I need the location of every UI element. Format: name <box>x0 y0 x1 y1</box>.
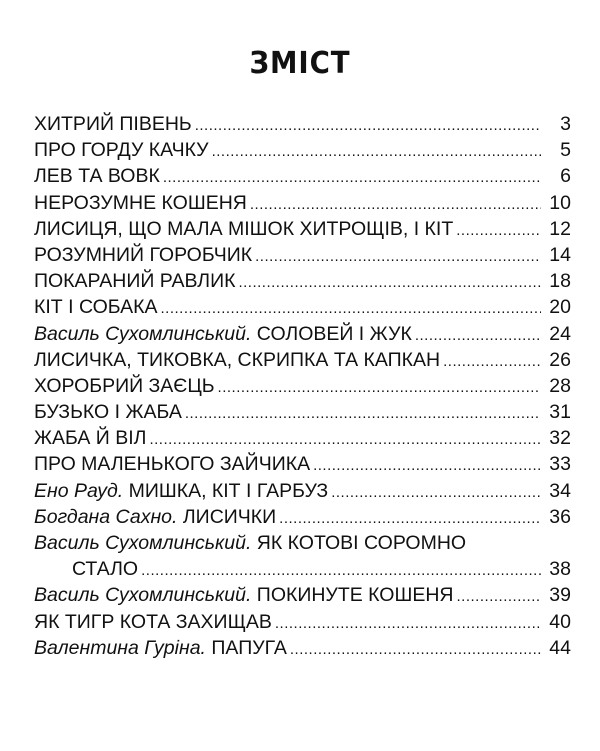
entry-author: Василь Сухомлинський. <box>34 532 252 554</box>
page-number: 14 <box>549 243 571 266</box>
dot-leader <box>218 378 541 398</box>
toc-entry[interactable] <box>34 504 571 530</box>
page-number: 24 <box>549 322 571 345</box>
toc-entry[interactable] <box>34 216 571 242</box>
entry-title: НЕРОЗУМНЕ КОШЕНЯ <box>34 191 247 214</box>
toc-entry[interactable] <box>34 190 571 216</box>
entry-text <box>34 582 454 608</box>
entry-text <box>34 321 412 347</box>
toc-entry[interactable] <box>34 609 571 635</box>
entry-title: ЛИСИЧКА, ТИКОВКА, СКРИПКА ТА КАПКАН <box>34 348 441 371</box>
page-number: 36 <box>549 505 571 528</box>
entry-title: ЯК ТИГР КОТА ЗАХИЩАВ <box>34 610 272 633</box>
page-number: 33 <box>549 453 571 476</box>
entry-text <box>34 478 328 504</box>
entry-author: Валентина Гуріна. <box>34 636 206 659</box>
toc-entry[interactable] <box>34 451 571 477</box>
entry-title: КІТ І СОБАКА <box>34 296 158 319</box>
entry-text <box>34 635 287 661</box>
entry-text <box>34 504 276 530</box>
entry-title: ЛЕВ ТА ВОВК <box>34 165 160 188</box>
dot-leader <box>255 247 541 267</box>
toc-entry[interactable] <box>34 399 571 425</box>
dot-leader <box>141 561 541 581</box>
page-number: 31 <box>549 401 571 424</box>
dot-leader <box>238 273 541 293</box>
toc-entry[interactable] <box>34 582 571 608</box>
page-number: 28 <box>549 374 571 397</box>
entry-author: Ено Рауд. <box>34 479 124 502</box>
entry-title: ПОКАРАНИЙ РАВЛИК <box>34 270 236 293</box>
entry-title: ПРО ГОРДУ КАЧКУ <box>34 139 209 162</box>
entry-title: ХОРОБРИЙ ЗАЄЦЬ <box>34 374 215 397</box>
dot-leader <box>290 640 541 660</box>
toc-entry-continuation[interactable] <box>34 556 571 582</box>
entry-title: ПОКИНУТЕ КОШЕНЯ <box>256 584 454 607</box>
page-number: 40 <box>549 610 571 633</box>
entry-text <box>34 530 466 556</box>
toc-entry[interactable] <box>34 321 571 347</box>
toc-entry[interactable] <box>34 347 571 373</box>
dot-leader <box>313 456 541 476</box>
toc-entry[interactable] <box>34 242 571 268</box>
table-of-contents <box>34 111 571 661</box>
entry-author: Богдана Сахно. <box>34 505 178 528</box>
toc-entry[interactable] <box>34 425 571 451</box>
dot-leader <box>161 299 541 319</box>
entry-title: МИШКА, КІТ І ГАРБУЗ <box>128 479 329 502</box>
entry-title: ЛИСИЧКИ <box>182 505 277 528</box>
toc-entry[interactable] <box>34 163 571 189</box>
entry-title: ПРО МАЛЕНЬКОГО ЗАЙЧИКА <box>34 453 311 476</box>
toc-entry[interactable] <box>34 137 571 163</box>
page-number: 18 <box>549 270 571 293</box>
page-number: 3 <box>560 113 571 135</box>
toc-entry[interactable] <box>34 530 571 556</box>
page-number: 38 <box>549 558 571 581</box>
toc-entry[interactable] <box>34 635 571 661</box>
dot-leader <box>212 142 541 162</box>
page-title: ЗМІСТ <box>249 46 351 81</box>
dot-leader <box>279 509 541 529</box>
page-number: 44 <box>549 636 571 659</box>
dot-leader <box>275 614 541 634</box>
page-number: 12 <box>549 217 571 240</box>
entry-title: ЛИСИЦЯ, ЩО МАЛА МІШОК ХИТРОЩІВ, І КІТ <box>34 217 454 240</box>
page-number: 34 <box>549 479 571 502</box>
entry-title: ЯК КОТОВІ СОРОМНО <box>256 532 467 554</box>
dot-leader <box>443 352 541 372</box>
entry-title: ХИТРИЙ ПІВЕНЬ <box>34 113 192 135</box>
dot-leader <box>331 483 541 503</box>
dot-leader <box>149 430 541 450</box>
toc-entry[interactable] <box>34 268 571 294</box>
page-number: 32 <box>549 427 571 450</box>
dot-leader <box>185 404 541 424</box>
dot-leader <box>457 587 541 607</box>
dot-leader <box>250 195 541 215</box>
entry-title-continuation: СТАЛО <box>72 558 139 581</box>
entry-title: РОЗУМНИЙ ГОРОБЧИК <box>34 243 253 266</box>
entry-title: ПАПУГА <box>211 636 287 659</box>
entry-title: СОЛОВЕЙ І ЖУК <box>256 322 412 345</box>
entry-title: ЖАБА Й ВІЛ <box>34 427 147 450</box>
page-number: 20 <box>549 296 571 319</box>
toc-entry[interactable] <box>34 373 571 399</box>
page-number: 10 <box>549 191 571 214</box>
entry-author: Василь Сухомлинський. <box>34 322 252 345</box>
page-number: 39 <box>549 584 571 607</box>
page-number: 5 <box>560 139 571 162</box>
entry-author: Василь Сухомлинський. <box>34 584 252 607</box>
toc-entry[interactable] <box>34 111 571 137</box>
page-number: 26 <box>549 348 571 371</box>
entry-title: БУЗЬКО І ЖАБА <box>34 401 182 424</box>
dot-leader <box>195 116 541 136</box>
dot-leader <box>415 326 541 346</box>
page-number: 6 <box>560 165 571 188</box>
dot-leader <box>163 168 541 188</box>
toc-entry[interactable] <box>34 294 571 320</box>
toc-entry[interactable] <box>34 478 571 504</box>
dot-leader <box>456 221 541 241</box>
